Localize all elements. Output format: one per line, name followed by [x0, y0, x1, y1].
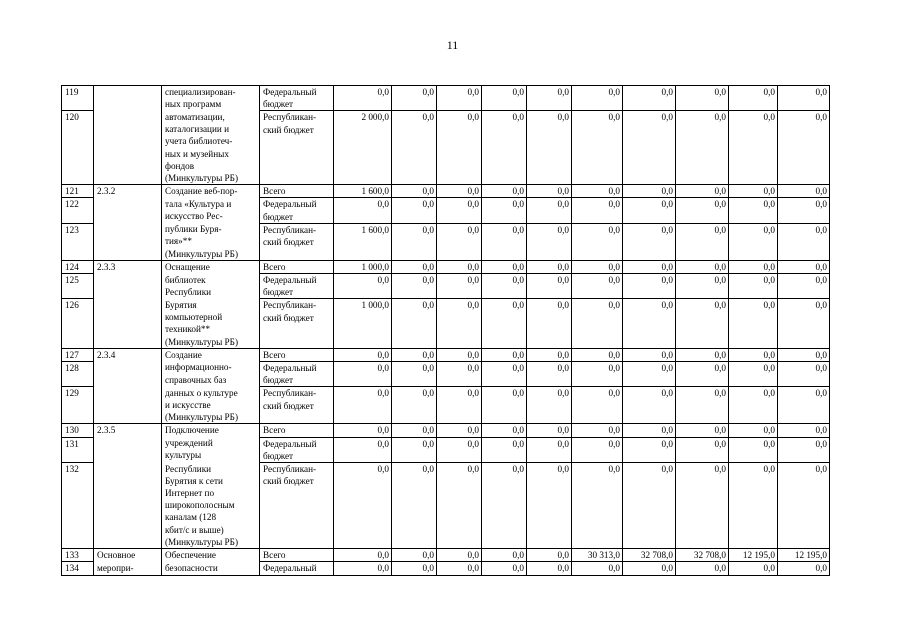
value-cell: 0,0: [334, 198, 392, 223]
value-cell: 0,0: [623, 387, 676, 424]
table-row: [62, 198, 830, 223]
funding-source-cell: Федеральный бюджет: [260, 274, 334, 299]
value-cell: 0,0: [572, 198, 623, 223]
table-row: [62, 299, 830, 348]
value-cell: 0,0: [778, 361, 830, 386]
funding-source-cell: Всего: [260, 185, 334, 198]
table-row: [62, 562, 830, 575]
value-cell: 0,0: [437, 111, 482, 185]
table-row: [62, 424, 830, 437]
value-cell: 0,0: [778, 223, 830, 260]
table-row: [62, 361, 830, 386]
row-number-cell: 125: [62, 274, 94, 299]
value-cell: 0,0: [778, 185, 830, 198]
value-cell: 0,0: [482, 549, 527, 562]
page-number: 11: [446, 38, 459, 52]
value-cell: 0,0: [572, 111, 623, 185]
name-cell: Республики Бурятия к сети Интернет по широкополосным каналам (128 кбит/с и выше) (Минкультуры РБ): [162, 463, 260, 549]
value-cell: 0,0: [778, 299, 830, 348]
value-cell: 32 708,0: [623, 549, 676, 562]
value-cell: 0,0: [572, 387, 623, 424]
name-cell: учреждений культуры: [162, 437, 260, 462]
value-cell: 0,0: [676, 198, 729, 223]
value-cell: 0,0: [437, 348, 482, 361]
value-cell: 0,0: [392, 299, 437, 348]
value-cell: 0,0: [437, 299, 482, 348]
value-cell: 0,0: [729, 361, 778, 386]
value-cell: 0,0: [437, 361, 482, 386]
value-cell: 0,0: [778, 111, 830, 185]
value-cell: 0,0: [676, 86, 729, 111]
value-cell: 0,0: [527, 86, 572, 111]
table-row: [62, 387, 830, 424]
value-cell: 0,0: [482, 274, 527, 299]
code-cell: [94, 111, 162, 185]
value-cell: 0,0: [676, 274, 729, 299]
funding-source-cell: Всего: [260, 348, 334, 361]
value-cell: 0,0: [392, 111, 437, 185]
funding-source-cell: Федеральный: [260, 562, 334, 575]
table-row: [62, 111, 830, 185]
value-cell: 0,0: [623, 348, 676, 361]
value-cell: 30 313,0: [572, 549, 623, 562]
value-cell: 0,0: [482, 562, 527, 575]
value-cell: 0,0: [482, 424, 527, 437]
value-cell: 0,0: [527, 387, 572, 424]
code-cell: меропри-: [94, 562, 162, 575]
name-cell: Бурятия компьютерной техникой** (Минкультуры РБ): [162, 299, 260, 348]
value-cell: 0,0: [676, 361, 729, 386]
value-cell: 0,0: [676, 223, 729, 260]
value-cell: 0,0: [729, 348, 778, 361]
value-cell: 0,0: [437, 437, 482, 462]
row-number-cell: 133: [62, 549, 94, 562]
value-cell: 0,0: [527, 437, 572, 462]
value-cell: 1 000,0: [334, 260, 392, 273]
value-cell: 0,0: [334, 348, 392, 361]
funding-source-cell: Федеральный бюджет: [260, 437, 334, 462]
value-cell: 0,0: [729, 299, 778, 348]
value-cell: 0,0: [572, 424, 623, 437]
table-row: [62, 260, 830, 273]
value-cell: 0,0: [334, 424, 392, 437]
value-cell: 0,0: [572, 223, 623, 260]
value-cell: 0,0: [392, 223, 437, 260]
code-cell: [94, 437, 162, 462]
value-cell: 0,0: [392, 260, 437, 273]
value-cell: 0,0: [482, 198, 527, 223]
name-cell: данных о культуре и искусстве (Минкультуры РБ): [162, 387, 260, 424]
name-cell: безопасности: [162, 562, 260, 575]
value-cell: 0,0: [527, 562, 572, 575]
value-cell: 0,0: [623, 437, 676, 462]
value-cell: 0,0: [676, 185, 729, 198]
value-cell: 0,0: [392, 562, 437, 575]
value-cell: 0,0: [778, 437, 830, 462]
value-cell: 0,0: [729, 437, 778, 462]
value-cell: 0,0: [392, 198, 437, 223]
name-cell: тала «Культура и искусство Рес-: [162, 198, 260, 223]
value-cell: 0,0: [334, 274, 392, 299]
budget-table: [61, 85, 830, 576]
row-number-cell: 119: [62, 86, 94, 111]
value-cell: 0,0: [527, 185, 572, 198]
value-cell: 2 000,0: [334, 111, 392, 185]
row-number-cell: 126: [62, 299, 94, 348]
code-cell: [94, 463, 162, 549]
value-cell: 0,0: [676, 111, 729, 185]
value-cell: 0,0: [676, 260, 729, 273]
value-cell: 0,0: [778, 260, 830, 273]
value-cell: 0,0: [527, 424, 572, 437]
value-cell: 0,0: [778, 463, 830, 549]
value-cell: 0,0: [572, 86, 623, 111]
value-cell: 0,0: [778, 387, 830, 424]
row-number-cell: 130: [62, 424, 94, 437]
value-cell: 0,0: [676, 562, 729, 575]
value-cell: 0,0: [623, 198, 676, 223]
value-cell: 0,0: [729, 562, 778, 575]
value-cell: 0,0: [392, 185, 437, 198]
value-cell: 0,0: [527, 111, 572, 185]
value-cell: 12 195,0: [778, 549, 830, 562]
code-cell: [94, 387, 162, 424]
value-cell: 0,0: [482, 437, 527, 462]
value-cell: 0,0: [392, 348, 437, 361]
code-cell: [94, 299, 162, 348]
name-cell: автоматизации, каталогизации и учета библиотеч- ных и музейных фондов (Минкультуры РБ): [162, 111, 260, 185]
value-cell: 0,0: [334, 86, 392, 111]
value-cell: 0,0: [482, 387, 527, 424]
code-cell: Основное: [94, 549, 162, 562]
value-cell: 0,0: [623, 111, 676, 185]
value-cell: 0,0: [729, 260, 778, 273]
table-row: [62, 185, 830, 198]
value-cell: 0,0: [729, 198, 778, 223]
value-cell: 0,0: [778, 562, 830, 575]
funding-source-cell: Республикан- ский бюджет: [260, 463, 334, 549]
value-cell: 0,0: [334, 437, 392, 462]
value-cell: 0,0: [729, 424, 778, 437]
value-cell: 0,0: [437, 387, 482, 424]
value-cell: 0,0: [623, 361, 676, 386]
row-number-cell: 122: [62, 198, 94, 223]
value-cell: 32 708,0: [676, 549, 729, 562]
value-cell: 0,0: [437, 223, 482, 260]
row-number-cell: 120: [62, 111, 94, 185]
value-cell: 12 195,0: [729, 549, 778, 562]
value-cell: 0,0: [334, 387, 392, 424]
value-cell: 0,0: [437, 424, 482, 437]
value-cell: 0,0: [527, 260, 572, 273]
value-cell: 0,0: [527, 549, 572, 562]
funding-source-cell: Федеральный бюджет: [260, 86, 334, 111]
code-cell: 2.3.4: [94, 348, 162, 361]
value-cell: 0,0: [623, 463, 676, 549]
table-row: [62, 274, 830, 299]
value-cell: 0,0: [729, 223, 778, 260]
row-number-cell: 129: [62, 387, 94, 424]
value-cell: 0,0: [729, 274, 778, 299]
value-cell: 0,0: [482, 86, 527, 111]
value-cell: 0,0: [437, 562, 482, 575]
name-cell: публики Буря- тия»** (Минкультуры РБ): [162, 223, 260, 260]
value-cell: 0,0: [437, 86, 482, 111]
value-cell: 0,0: [437, 274, 482, 299]
name-cell: Создание: [162, 348, 260, 361]
value-cell: 1 600,0: [334, 223, 392, 260]
value-cell: 0,0: [392, 361, 437, 386]
value-cell: 0,0: [482, 260, 527, 273]
code-cell: [94, 274, 162, 299]
code-cell: [94, 86, 162, 111]
value-cell: 0,0: [572, 348, 623, 361]
name-cell: информационно- справочных баз: [162, 361, 260, 386]
row-number-cell: 127: [62, 348, 94, 361]
value-cell: 0,0: [334, 562, 392, 575]
value-cell: 0,0: [527, 361, 572, 386]
value-cell: 0,0: [572, 299, 623, 348]
value-cell: 0,0: [778, 86, 830, 111]
funding-source-cell: Республикан- ский бюджет: [260, 111, 334, 185]
name-cell: специализирован- ных программ: [162, 86, 260, 111]
value-cell: 0,0: [392, 424, 437, 437]
name-cell: Оснащение: [162, 260, 260, 273]
value-cell: 0,0: [729, 111, 778, 185]
name-cell: библиотек Республики: [162, 274, 260, 299]
value-cell: 0,0: [392, 274, 437, 299]
table-row: [62, 223, 830, 260]
value-cell: 0,0: [623, 274, 676, 299]
value-cell: 0,0: [676, 387, 729, 424]
value-cell: 0,0: [778, 348, 830, 361]
table-row: [62, 348, 830, 361]
code-cell: 2.3.5: [94, 424, 162, 437]
code-cell: 2.3.2: [94, 185, 162, 198]
name-cell: Подключение: [162, 424, 260, 437]
funding-source-cell: Всего: [260, 549, 334, 562]
value-cell: 0,0: [572, 260, 623, 273]
value-cell: 0,0: [482, 299, 527, 348]
value-cell: 0,0: [572, 463, 623, 549]
table-row: [62, 86, 830, 111]
name-cell: Создание веб-пор-: [162, 185, 260, 198]
value-cell: 1 000,0: [334, 299, 392, 348]
value-cell: 0,0: [334, 361, 392, 386]
value-cell: 0,0: [778, 198, 830, 223]
value-cell: 0,0: [437, 198, 482, 223]
value-cell: 0,0: [676, 299, 729, 348]
value-cell: 0,0: [623, 260, 676, 273]
value-cell: 0,0: [437, 463, 482, 549]
value-cell: 0,0: [437, 260, 482, 273]
name-cell: Обеспечение: [162, 549, 260, 562]
value-cell: 0,0: [623, 562, 676, 575]
value-cell: 0,0: [623, 299, 676, 348]
value-cell: 0,0: [676, 463, 729, 549]
funding-source-cell: Республикан- ский бюджет: [260, 387, 334, 424]
row-number-cell: 131: [62, 437, 94, 462]
code-cell: [94, 223, 162, 260]
value-cell: 0,0: [482, 361, 527, 386]
value-cell: 0,0: [623, 185, 676, 198]
value-cell: 0,0: [527, 274, 572, 299]
value-cell: 0,0: [676, 424, 729, 437]
value-cell: 0,0: [482, 463, 527, 549]
value-cell: 0,0: [392, 463, 437, 549]
value-cell: 0,0: [482, 185, 527, 198]
funding-source-cell: Республикан- ский бюджет: [260, 299, 334, 348]
code-cell: 2.3.3: [94, 260, 162, 273]
funding-source-cell: Всего: [260, 260, 334, 273]
value-cell: 0,0: [676, 348, 729, 361]
row-number-cell: 128: [62, 361, 94, 386]
row-number-cell: 121: [62, 185, 94, 198]
value-cell: 0,0: [392, 86, 437, 111]
value-cell: 0,0: [334, 463, 392, 549]
value-cell: 0,0: [729, 387, 778, 424]
value-cell: 0,0: [482, 348, 527, 361]
value-cell: 0,0: [572, 361, 623, 386]
table-row: [62, 549, 830, 562]
value-cell: 0,0: [572, 274, 623, 299]
value-cell: 1 600,0: [334, 185, 392, 198]
value-cell: 0,0: [572, 437, 623, 462]
row-number-cell: 132: [62, 463, 94, 549]
value-cell: 0,0: [778, 424, 830, 437]
row-number-cell: 123: [62, 223, 94, 260]
value-cell: 0,0: [527, 299, 572, 348]
value-cell: 0,0: [572, 185, 623, 198]
row-number-cell: 124: [62, 260, 94, 273]
value-cell: 0,0: [392, 549, 437, 562]
value-cell: 0,0: [729, 463, 778, 549]
value-cell: 0,0: [334, 549, 392, 562]
value-cell: 0,0: [527, 198, 572, 223]
code-cell: [94, 361, 162, 386]
value-cell: 0,0: [527, 348, 572, 361]
value-cell: 0,0: [527, 463, 572, 549]
table-row: [62, 463, 830, 549]
funding-source-cell: Всего: [260, 424, 334, 437]
funding-source-cell: Республикан- ский бюджет: [260, 223, 334, 260]
value-cell: 0,0: [676, 437, 729, 462]
value-cell: 0,0: [482, 223, 527, 260]
value-cell: 0,0: [729, 185, 778, 198]
table-row: [62, 437, 830, 462]
value-cell: 0,0: [778, 274, 830, 299]
value-cell: 0,0: [527, 223, 572, 260]
value-cell: 0,0: [623, 86, 676, 111]
value-cell: 0,0: [437, 549, 482, 562]
value-cell: 0,0: [623, 424, 676, 437]
value-cell: 0,0: [437, 185, 482, 198]
value-cell: 0,0: [729, 86, 778, 111]
funding-source-cell: Федеральный бюджет: [260, 361, 334, 386]
row-number-cell: 134: [62, 562, 94, 575]
funding-source-cell: Федеральный бюджет: [260, 198, 334, 223]
value-cell: 0,0: [482, 111, 527, 185]
value-cell: 0,0: [572, 562, 623, 575]
value-cell: 0,0: [392, 437, 437, 462]
code-cell: [94, 198, 162, 223]
value-cell: 0,0: [392, 387, 437, 424]
value-cell: 0,0: [623, 223, 676, 260]
